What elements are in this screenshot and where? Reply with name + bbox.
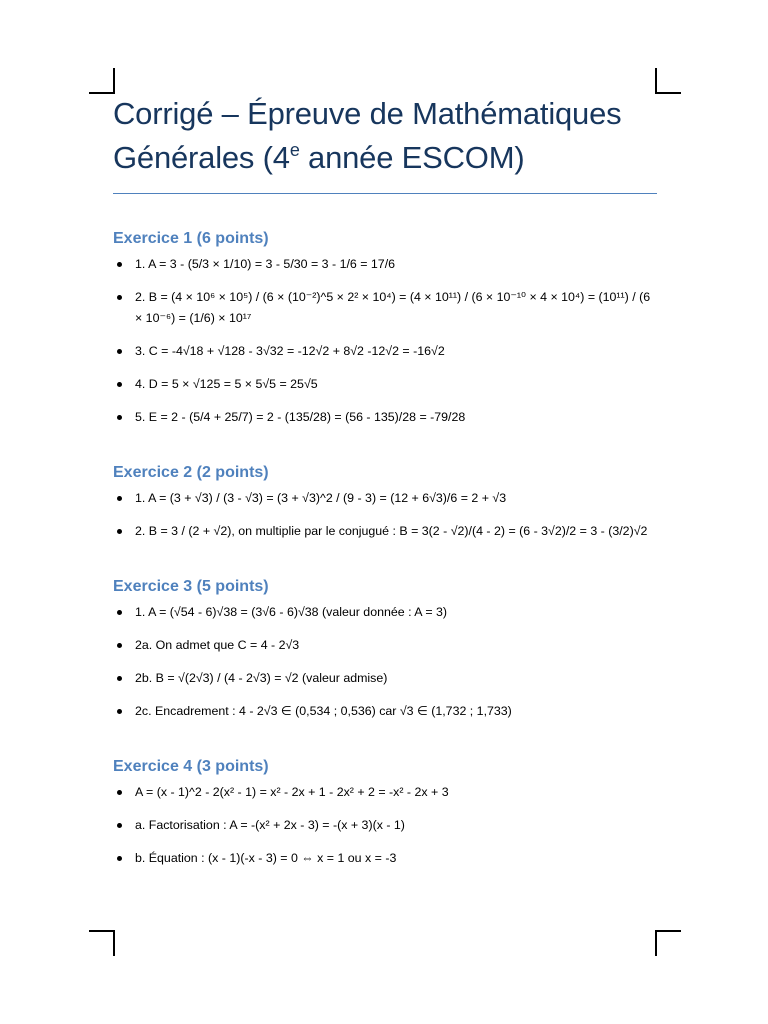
list-item: 2. B = 3 / (2 + √2), on multiplie par le conjugué : B = 3(2 - √2)/(4 - 2) = (6 - 3√2)/2 = 3 - (3/2)√2 [113, 521, 657, 542]
list-item: 2c. Encadrement : 4 - 2√3 ∈ (0,534 ; 0,536) car √3 ∈ (1,732 ; 1,733) [113, 701, 657, 722]
document-title [113, 92, 657, 180]
section-exercice-2 [113, 462, 657, 542]
answer-list [113, 254, 657, 428]
answer-list [113, 488, 657, 542]
list-item: a. Factorisation : A = -(x² + 2x - 3) = -(x + 3)(x - 1) [113, 815, 657, 836]
title-text: Corrigé – Épreuve de Mathématiques Générales (4 [113, 96, 622, 175]
crop-mark-top-right [655, 68, 681, 94]
list-item: b. Équation : (x - 1)(-x - 3) = 0 ⇔ x = 1 ou x = -3 [113, 848, 657, 869]
list-item: 2b. B = √(2√3) / (4 - 2√3) = √2 (valeur admise) [113, 668, 657, 689]
list-item: 2a. On admet que C = 4 - 2√3 [113, 635, 657, 656]
document-body [113, 92, 657, 869]
section-heading: Exercice 2 (2 points) [113, 464, 269, 481]
section-heading: Exercice 4 (3 points) [113, 758, 269, 775]
section-exercice-4 [113, 756, 657, 869]
section-exercice-1 [113, 228, 657, 428]
section-heading: Exercice 1 (6 points) [113, 230, 269, 247]
crop-mark-bottom-right [655, 930, 681, 956]
section-exercice-3 [113, 576, 657, 722]
list-item: 3. C = -4√18 + √128 - 3√32 = -12√2 + 8√2 -12√2 = -16√2 [113, 341, 657, 362]
title-divider [113, 193, 657, 194]
crop-mark-top-left [89, 68, 115, 94]
list-item: A = (x - 1)^2 - 2(x² - 1) = x² - 2x + 1 - 2x² + 2 = -x² - 2x + 3 [113, 782, 657, 803]
list-item: 5. E = 2 - (5/4 + 25/7) = 2 - (135/28) = (56 - 135)/28 = -79/28 [113, 407, 657, 428]
list-item: 2. B = (4 × 10⁶ × 10⁵) / (6 × (10⁻²)^5 × 2² × 10⁴) = (4 × 10¹¹) / (6 × 10⁻¹⁰ × 4 × 10⁴) = (10¹¹) / (6 × 10⁻⁶) = (1/6) × 10¹⁷ [113, 287, 657, 329]
answer-list [113, 782, 657, 869]
crop-mark-bottom-left [89, 930, 115, 956]
list-item: 1. A = (3 + √3) / (3 - √3) = (3 + √3)^2 / (9 - 3) = (12 + 6√3)/6 = 2 + √3 [113, 488, 657, 509]
title-text-end: année ESCOM) [299, 140, 525, 175]
section-heading: Exercice 3 (5 points) [113, 578, 269, 595]
list-item: 1. A = 3 - (5/3 × 1/10) = 3 - 5/30 = 3 - 1/6 = 17/6 [113, 254, 657, 275]
title-superscript: e [289, 140, 300, 160]
list-item: 4. D = 5 × √125 = 5 × 5√5 = 25√5 [113, 374, 657, 395]
answer-list [113, 602, 657, 722]
list-item: 1. A = (√54 - 6)√38 = (3√6 - 6)√38 (valeur donnée : A = 3) [113, 602, 657, 623]
